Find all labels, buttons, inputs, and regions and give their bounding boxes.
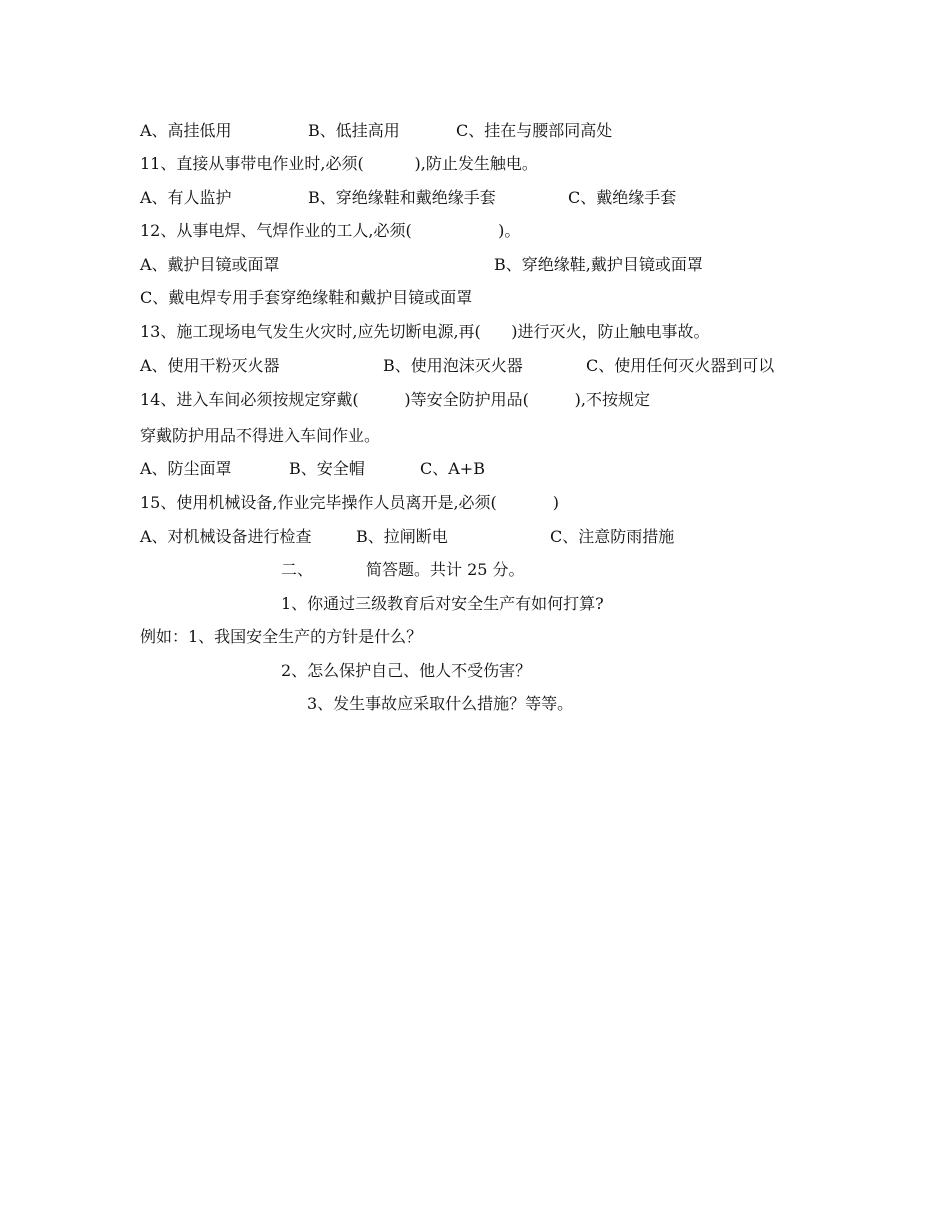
q15-text: 15、使用机械设备,作业完毕操作人员离开是,必须( ) [140,493,559,512]
q13-option-a: A、使用干粉灭火器 [140,356,280,375]
q12-text: 12、从事电焊、气焊作业的工人,必须( )。 [140,221,521,240]
q14-option-a: A、防尘面罩 [140,459,232,478]
q14-option-b: B、安全帽 [289,459,365,478]
q13-option-b: B、使用泡沫灭火器 [383,356,523,375]
q13-option-c: C、使用任何灭火器到可以 [586,356,775,375]
q11-option-b: B、穿绝缘鞋和戴绝缘手套 [308,188,496,207]
q11-option-a: A、有人监护 [140,188,232,207]
q15-option-a: A、对机械设备进行检查 [140,527,312,546]
q12-option-a: A、戴护目镜或面罩 [140,255,280,274]
section2-example-3: 3、发生事故应采取什么措施？等等。 [307,694,574,713]
q12-option-b: B、穿绝缘鞋,戴护目镜或面罩 [494,255,703,274]
section2-title: 简答题。共计 25 分。 [366,560,525,579]
q14-text: 14、进入车间必须按规定穿戴( )等安全防护用品( ),不按规定 [140,390,650,409]
q10-option-a: A、高挂低用 [140,121,232,140]
q15-option-c: C、注意防雨措施 [550,527,675,546]
q11-option-c: C、戴绝缘手套 [568,188,677,207]
section2-example-1: 例如：1、我国安全生产的方针是什么？ [140,627,423,646]
q12-option-c: C、戴电焊专用手套穿绝缘鞋和戴护目镜或面罩 [140,288,473,307]
section2-question-1: 1、你通过三级教育后对安全生产有如何打算? [281,594,604,613]
q14-option-c: C、A+B [420,459,485,478]
q14-text-continued: 穿戴防护用品不得进入车间作业。 [140,426,381,445]
section2-number: 二、 [281,560,314,579]
q10-option-b: B、低挂高用 [308,121,400,140]
q11-text: 11、直接从事带电作业时,必须( ),防止发生触电。 [140,154,538,173]
q15-option-b: B、拉闸断电 [356,527,448,546]
section2-example-2: 2、怎么保护自己、他人不受伤害？ [281,661,532,680]
q10-option-c: C、挂在与腰部同高处 [456,121,613,140]
q13-text: 13、施工现场电气发生火灾时,应先切断电源,再( )进行灭火，防止触电事故。 [140,322,710,341]
